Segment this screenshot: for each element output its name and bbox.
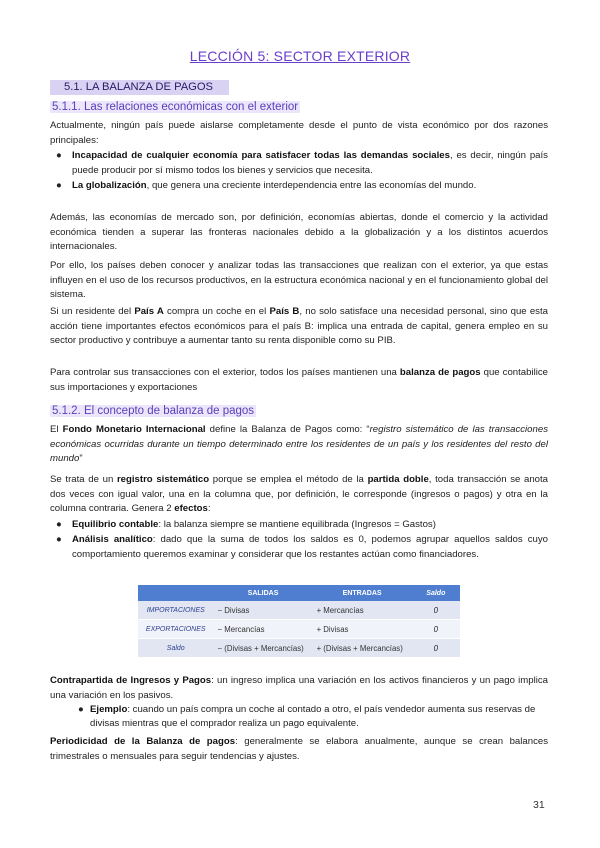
bullet-analisis [56, 533, 548, 562]
text-run: , toda transacción se anota dos veces con igual valor, una en la columna que, por definición, le corresponde (ingresos o pagos) y otra en la columna contraria. Genera 2 [50, 474, 549, 514]
row-label: Saldo [138, 639, 214, 658]
table-header: SALIDAS [214, 585, 313, 601]
bullet-dot: ● [56, 150, 62, 161]
row-label: EXPORTACIONES [138, 620, 214, 639]
text-bold: Contrapartida de Ingresos y Pagos [50, 675, 212, 686]
subsection-heading-5-1-1: 5.1.1. Las relaciones económicas con el exterior [52, 101, 299, 113]
bullet-bold: Incapacidad de cualquier economía para satisfacer todas las demandas sociales [72, 150, 450, 161]
table-cell: + Divisas [313, 620, 412, 639]
text-run: : [207, 503, 211, 514]
paragraph-fmi [50, 423, 548, 467]
text-run: Si un residente del [50, 306, 135, 317]
table-cell: − Mercancías [214, 620, 313, 639]
text-bold: Periodicidad de la Balanza de pagos [50, 736, 236, 747]
bullet-text: : la balanza siempre se mantiene equilibrada (Ingresos = Gastos) [158, 519, 436, 530]
table-row [138, 639, 460, 658]
table-cell: 0 [412, 620, 460, 639]
table-cell: + Mercancías [313, 601, 412, 620]
text-run: que contabilice sus importaciones y exportaciones [50, 367, 549, 393]
text-run: , no solo satisface una necesidad personal, sino que esta acción tiene importantes efectos económicos para el país B: implica una entrada de capital, genera empleo en su sector productivo y contribuye a aumentar tanto su renta disponible como su PIB. [50, 306, 548, 346]
table-cell: − Divisas [214, 601, 313, 620]
page-number: 31 [533, 799, 545, 811]
table-header [138, 585, 214, 601]
balance-table [138, 585, 460, 658]
bullet-bold: Ejemplo [90, 704, 128, 715]
bullet-ejemplo [78, 703, 548, 730]
text-bold: País B [269, 306, 300, 317]
table-row [138, 620, 460, 639]
text-run: Se trata de un [50, 474, 117, 485]
paragraph-contrapartida [50, 674, 548, 703]
text-run: porque se emplea el método de la [209, 474, 368, 485]
bullet-text: : dado que la suma de todos los saldos es 0, podemos agrupar aquellos saldos cuyo comportamiento queremos examinar y considerar que los restantes actúan como financiadores. [72, 534, 548, 560]
bullet-dot: ● [56, 519, 62, 530]
bullet-dot: ● [56, 534, 62, 545]
bullet-bold: Equilibrio contable [72, 519, 159, 530]
bullet-dot: ● [78, 704, 84, 715]
table-cell: + (Divisas + Mercancías) [313, 639, 412, 658]
paragraph-control [50, 366, 548, 395]
bullet-globalizacion [56, 179, 548, 194]
text-run: Para controlar sus transacciones con el exterior, todos los países mantienen una [50, 367, 400, 378]
text-run: define la Balanza de Pagos como: “ [205, 424, 370, 435]
definition-quote: registro sistemático de las transacciones económicas ocurridas durante un tiempo determinado entre los residentes de un país y los residentes del resto del mundo [50, 424, 548, 464]
table-header: ENTRADAS [313, 585, 412, 601]
lesson-title: LECCIÓN 5: SECTOR EXTERIOR [189, 48, 411, 64]
bullet-text: , que genera una creciente interdependencia entre las economías del mundo. [146, 180, 477, 191]
subsection-heading-5-1-2: 5.1.2. El concepto de balanza de pagos [52, 405, 255, 417]
bullet-text: : cuando un país compra un coche al contado a otro, el país vendedor aumenta sus reservas de divisas mientras que el comprador realiza un pago equivalente. [90, 704, 536, 729]
bullet-bold: Análisis analítico [72, 534, 153, 545]
paragraph-partida-doble [50, 473, 548, 517]
text-bold: partida doble [367, 474, 429, 485]
text-run: : un ingreso implica una variación en los activos financieros y un pago implica una variación en los pasivos. [50, 675, 548, 701]
table-header-row [138, 585, 460, 601]
text-run: ” [79, 453, 83, 464]
text-bold: efectos [174, 503, 208, 514]
text-bold: País A [134, 306, 164, 317]
bullet-bold: La globalización [72, 180, 147, 191]
text-bold: registro sistemático [116, 474, 210, 485]
table-cell: 0 [412, 601, 460, 620]
paragraph-intro: Actualmente, ningún país puede aislarse completamente desde el punto de vista económico por dos razones principales: [50, 120, 548, 146]
table-cell: − (Divisas + Mercancías) [214, 639, 313, 658]
text-run: El [50, 424, 63, 435]
table-row [138, 601, 460, 620]
text-run: compra un coche en el [163, 306, 270, 317]
row-label: IMPORTACIONES [138, 601, 214, 620]
section-heading-5-1: 5.1. LA BALANZA DE PAGOS [50, 80, 229, 95]
table-cell: 0 [412, 639, 460, 658]
text-bold: Fondo Monetario Internacional [62, 424, 206, 435]
text-bold: balanza de pagos [399, 367, 481, 378]
text-run: : generalmente se elabora anualmente, aunque se crean balances trimestrales o mensuales para seguir tendencias y ajustes. [50, 736, 548, 762]
paragraph-economias-abiertas: Además, las economías de mercado son, por definición, economías abiertas, donde el comercio y la actividad económica tienden a superar las fronteras nacionales debido a la globalización y a los distintos acuerdos internacionales. [50, 212, 548, 252]
paragraph-transacciones: Por ello, los países deben conocer y analizar todas las transacciones que realizan con el exterior, ya que estas influyen en el uso de los recursos productivos, en la estructura económica nacional y en el funcionamiento global del sistema. [50, 260, 548, 300]
bullet-equilibrio [56, 518, 548, 533]
table-header: Saldo [412, 585, 460, 601]
paragraph-ejemplo-coche [50, 305, 548, 349]
bullet-incapacidad [56, 149, 548, 178]
bullet-dot: ● [56, 180, 62, 191]
paragraph-periodicidad [50, 735, 548, 764]
bullet-text: , es decir, ningún país puede producir por sí mismo todos los bienes y servicios que necesita. [72, 150, 548, 176]
